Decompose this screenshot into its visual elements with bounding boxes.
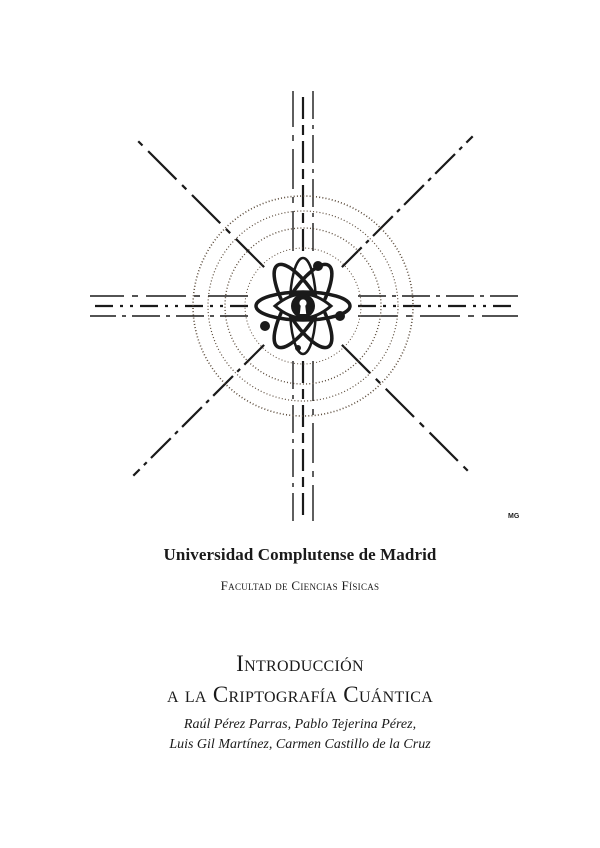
- authors-line-2: Luis Gil Martínez, Carmen Castillo de la Cruz: [169, 737, 431, 752]
- ray-line: [133, 345, 264, 476]
- ray-line: [342, 345, 473, 476]
- electron-dot: [335, 311, 345, 321]
- electron-dot: [295, 345, 301, 351]
- ray-line: [133, 136, 264, 267]
- faculty-name: Facultad de Ciencias Físicas: [220, 578, 380, 593]
- ray-line: [342, 136, 473, 267]
- author-list: [0, 715, 600, 755]
- keyhole-stem-icon: [300, 305, 306, 314]
- authors-line-1: Raúl Pérez Parras, Pablo Tejerina Pérez,: [183, 717, 417, 732]
- cover-illustration: [90, 78, 520, 526]
- electron-dot: [260, 321, 270, 331]
- artist-signature: MG: [508, 513, 520, 520]
- title-line-2: a la Criptografía Cuántica: [166, 682, 434, 707]
- atom-symbol: [256, 257, 350, 355]
- title-line-1: Introducción: [236, 651, 364, 676]
- book-title: [0, 648, 600, 710]
- electron-dot: [313, 261, 323, 271]
- university-name: Universidad Complutense de Madrid: [163, 545, 437, 564]
